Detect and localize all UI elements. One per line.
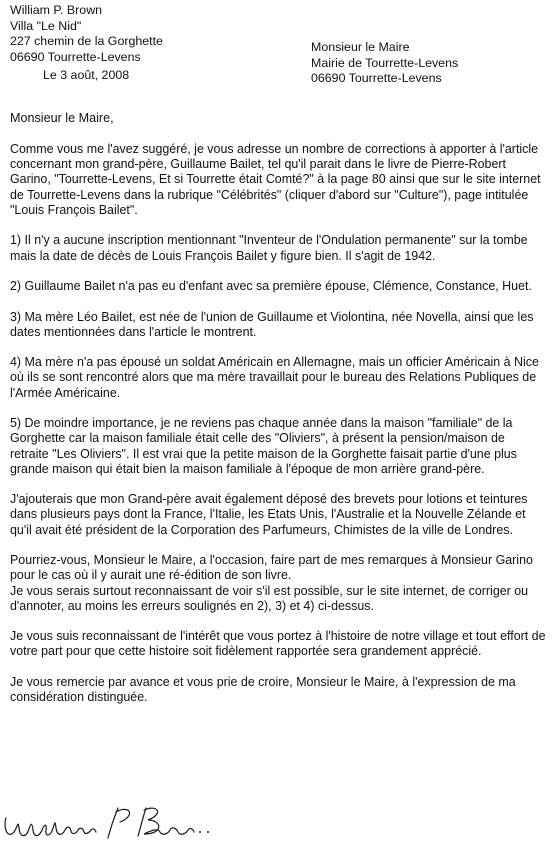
sender-name: William P. Brown (10, 3, 103, 17)
recipient-office: Mairie de Tourrette-Levens (311, 55, 459, 70)
salutation: Monsieur le Maire, (10, 111, 114, 125)
body-paragraph-patents: J'ajouterais que mon Grand-père avait également déposé des brevets pour lotions et teintures dans plusieurs pays dont la France, l'Italie, les Etats Unis, l'Australie et la Nouvelle Zélande et qu'il avait été président de la Corporation des Parfumeurs, Chimistes de la ville de Londres. (10, 492, 528, 537)
body-paragraph-request (10, 553, 546, 614)
body-paragraph-request-line: Pourriez-vous, Monsieur le Maire, a l'occasion, faire part de mes remarques à Monsieur Garino pour le cas où il y aurait une ré-édition de son livre. (10, 553, 533, 583)
handwritten-signature (0, 782, 230, 848)
body-paragraph-intro: Comme vous me l'avez suggéré, je vous adresse un nombre de corrections à apporter à l'article concernant mon grand-père, Guillaume Bailet, tel qu'il parait dans le livre de Pierre-Robert Garino, "Tourrette-Levens, Et si Tourrette était Comté?" à la page 80 ainsi que sur le site internet de Tourrette-Levens dans la rubrique "Célébrités" (cliquer d'abord sur "Culture"), page intitulée "Louis François Bailet". (10, 142, 541, 217)
body-paragraph-point-4: 4) Ma mère n'a pas épousé un soldat Américain en Allemagne, mais un officier Américain à Nice où ils se sont rencontré alors que ma mère travaillait pour le bureau des Relations Publiques de l'Armée Américaine. (10, 355, 539, 400)
sender-address (10, 3, 163, 65)
body-paragraph-point-2: 2) Guillaume Bailet n'a pas eu d'enfant avec sa première épouse, Clémence, Constance, Huet. (10, 279, 532, 294)
sender-city: 06690 Tourrette-Levens (10, 49, 141, 64)
recipient-title: Monsieur le Maire (311, 40, 410, 54)
recipient-city: 06690 Tourrette-Levens (311, 71, 442, 85)
recipient-address (311, 40, 458, 87)
letter-date: Le 3 août, 2008 (43, 68, 130, 82)
body-paragraph-point-1: 1) Il n'y a aucune inscription mentionnant "Inventeur de l'Ondulation permanente" sur la tombe mais la date de décès de Louis François Bailet y figure bien. Il s'agit de 1942. (10, 233, 528, 263)
body-paragraph-point-3: 3) Ma mère Léo Bailet, est née de l'union de Guillaume et Violontina, née Novella, ainsi que les dates mentionnées dans l'article le montrent. (10, 309, 534, 339)
body-paragraph-request-line: Je vous serais surtout reconnaissant de voir s'il est possible, sur le site internet, de corriger ou d'annoter, au moins les erreurs soulignés en 2), 3) et 4) ci-dessus. (10, 583, 529, 613)
body-paragraph-appreciation: Je vous suis reconnaissant de l'intérêt que vous portez à l'histoire de notre village et tout effort de votre part pour que cette histoire soit fidèlement rapportée sera grandement apprécié. (10, 629, 546, 659)
body-paragraph-point-5: 5) De moindre importance, je ne reviens pas chaque année dans la maison "familiale" de la Gorghette car la maison familiale était celle des "Oliviers", à présent la pension/maison de retraite "Les Oliviers". Il est vrai que la petite maison de la Gorghette faisait partie d'une plus grande maison qui était bien la maison familiale à l'époque de mon arrière grand-père. (10, 416, 517, 476)
letter-body (10, 142, 546, 721)
sender-street: 227 chemin de la Gorghette (10, 34, 163, 48)
sender-villa: Villa "Le Nid" (10, 18, 82, 33)
body-paragraph-closing: Je vous remercie par avance et vous prie de croire, Monsieur le Maire, à l'expression de ma considération distinguée. (10, 674, 516, 705)
